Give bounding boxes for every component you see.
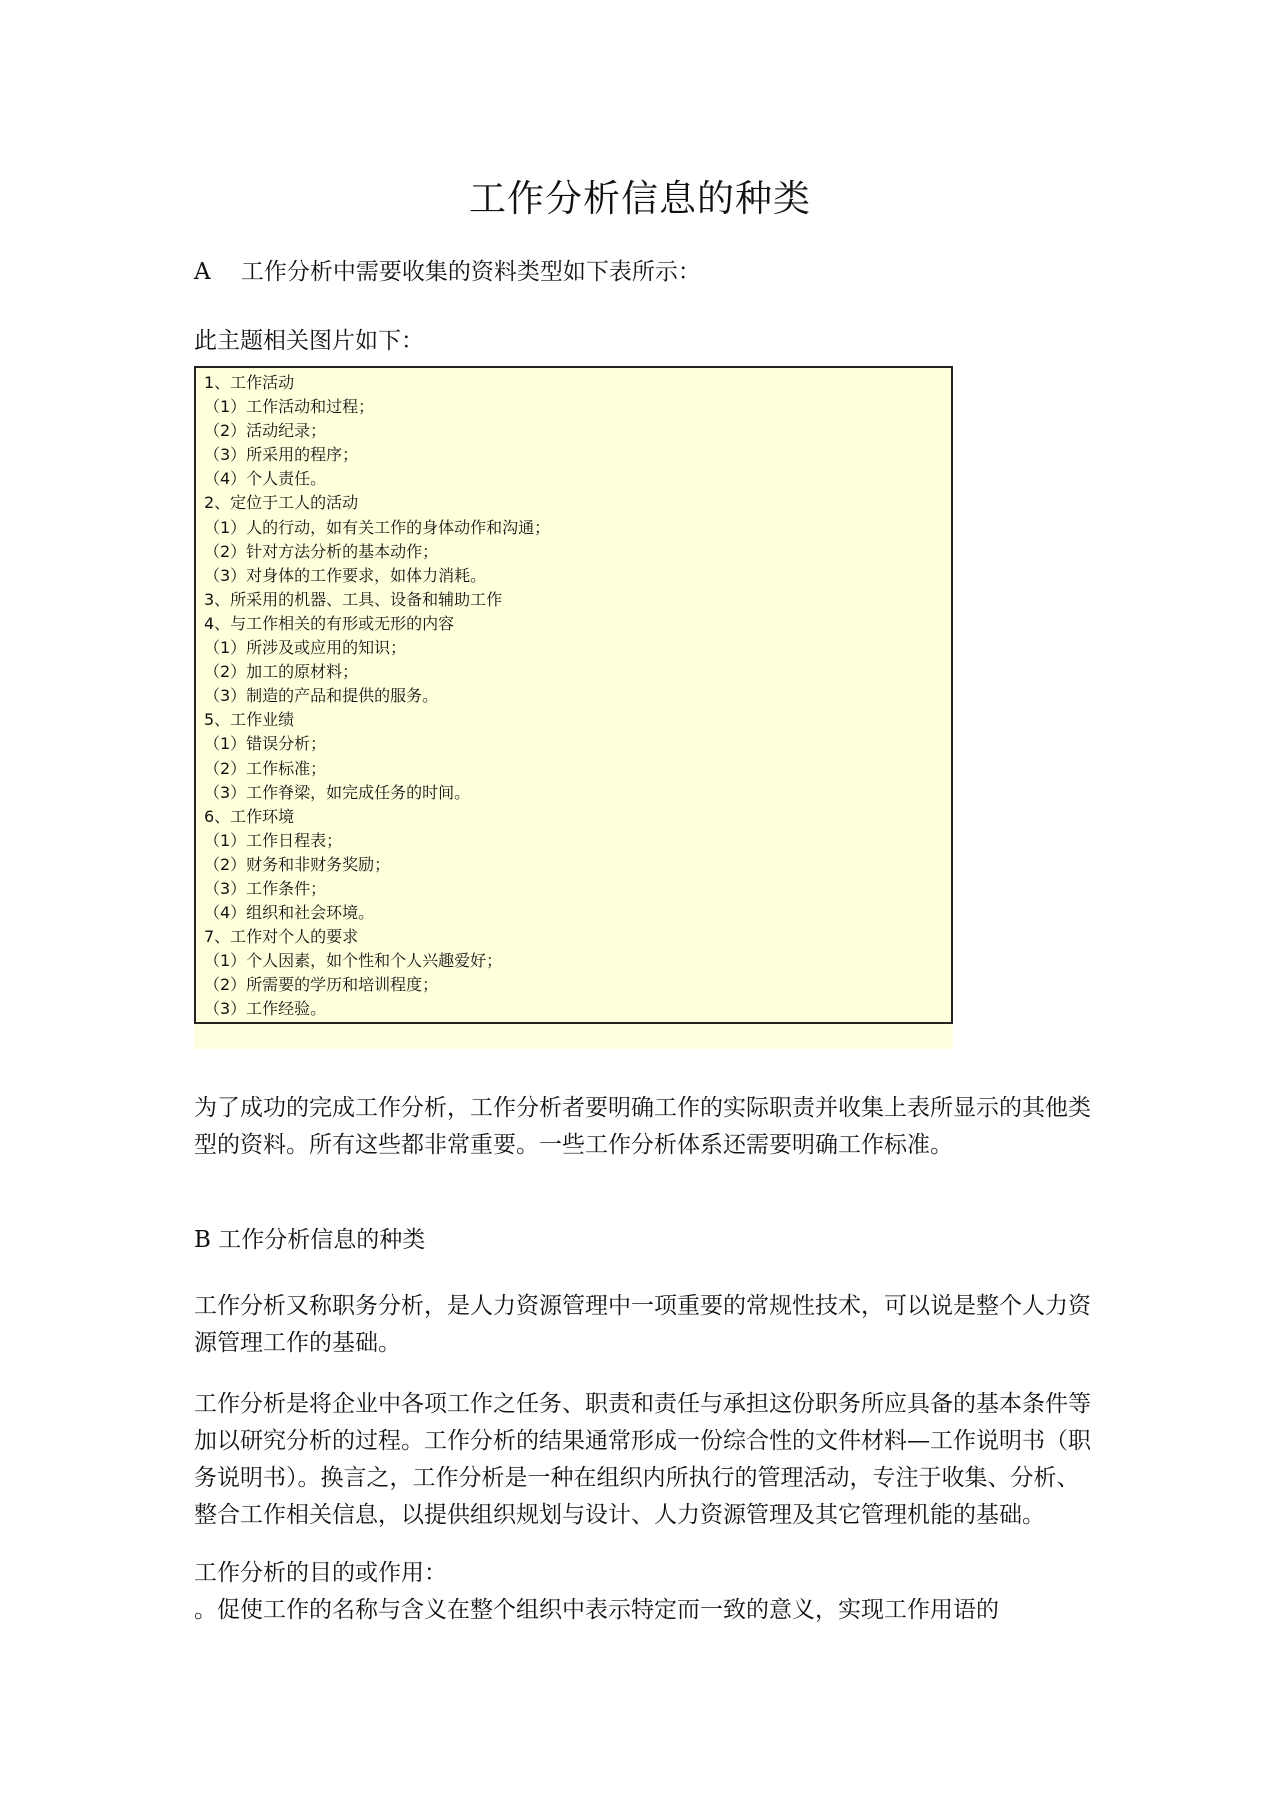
figure-line: （1）个人因素，如个性和个人兴趣爱好； (204, 951, 503, 971)
page-title: 工作分析信息的种类 (469, 177, 811, 220)
figure-line: （2）所需要的学历和培训程度； (204, 975, 439, 995)
section-b-heading: B 工作分析信息的种类 (194, 1227, 426, 1253)
figure-line: 1、工作活动 (204, 373, 295, 392)
figure-line: （4）个人责任。 (204, 469, 327, 489)
figure-line: （1）人的行动，如有关工作的身体动作和沟通； (204, 517, 551, 537)
figure-line: （3）工作经验。 (204, 999, 327, 1019)
figure-line: （1）错误分析； (204, 734, 327, 754)
figure-line: （4）组织和社会环境。 (204, 903, 375, 923)
figure-line: （3）工作脊梁，如完成任务的时间。 (204, 782, 471, 802)
figure-line: （3）工作条件； (204, 878, 327, 898)
figure-image (194, 366, 953, 1049)
figure-line: 3、所采用的机器、工具、设备和辅助工作 (204, 589, 503, 609)
figure-line: （2）加工的原材料； (204, 662, 359, 682)
figure-line: （3）制造的产品和提供的服务。 (204, 686, 439, 706)
paragraph-process: 工作分析是将企业中各项工作之任务、职责和责任与承担这份职务所应具备的基本条件等加以研究分析的过程。工作分析的结果通常形成一份综合性的文件材料—工作说明书（职务说明书）。换言之，工作分析是一种在组织内所执行的管理活动，专注于收集、分析、整合工作相关信息，以提供组织规划与设计、人力资源管理及其它管理机能的基础。 (194, 1391, 1091, 1528)
paragraph-after-figure: 为了成功的完成工作分析，工作分析者要明确工作的实际职责并收集上表所显示的其他类型的资料。所有这些都非常重要。一些工作分析体系还需要明确工作标准。 (194, 1095, 1091, 1158)
section-a-intro: A 工作分析中需要收集的资料类型如下表所示： (194, 259, 701, 285)
figure-line: （2）活动纪录； (204, 421, 327, 441)
figure-line: （2）工作标准； (204, 758, 327, 778)
purpose-heading: 工作分析的目的或作用： (194, 1560, 447, 1586)
figure-line: （2）针对方法分析的基本动作； (204, 541, 439, 561)
figure-line-list (196, 368, 951, 1022)
figure-line: 6、工作环境 (204, 806, 295, 826)
figure-line: （1）所涉及或应用的知识； (204, 638, 407, 658)
figure-line: （3）对身体的工作要求，如体力消耗。 (204, 565, 487, 585)
figure-line: （3）所采用的程序； (204, 445, 359, 465)
figure-line: （1）工作活动和过程； (204, 397, 375, 417)
figure-line: （1）工作日程表； (204, 830, 343, 850)
figure-caption: 此主题相关图片如下： (194, 328, 424, 354)
figure-box (194, 366, 953, 1024)
figure-line: 7、工作对个人的要求 (204, 927, 359, 947)
figure-line: （2）财务和非财务奖励； (204, 854, 391, 874)
paragraph-definition: 工作分析又称职务分析，是人力资源管理中一项重要的常规性技术，可以说是整个人力资源管理工作的基础。 (194, 1293, 1091, 1356)
figure-line: 4、与工作相关的有形或无形的内容 (204, 613, 455, 633)
figure-line: 5、工作业绩 (204, 710, 295, 730)
purpose-first-item: 。促使工作的名称与含义在整个组织中表示特定而一致的意义，实现工作用语的 (194, 1597, 999, 1623)
figure-line: 2、定位于工人的活动 (204, 493, 359, 513)
